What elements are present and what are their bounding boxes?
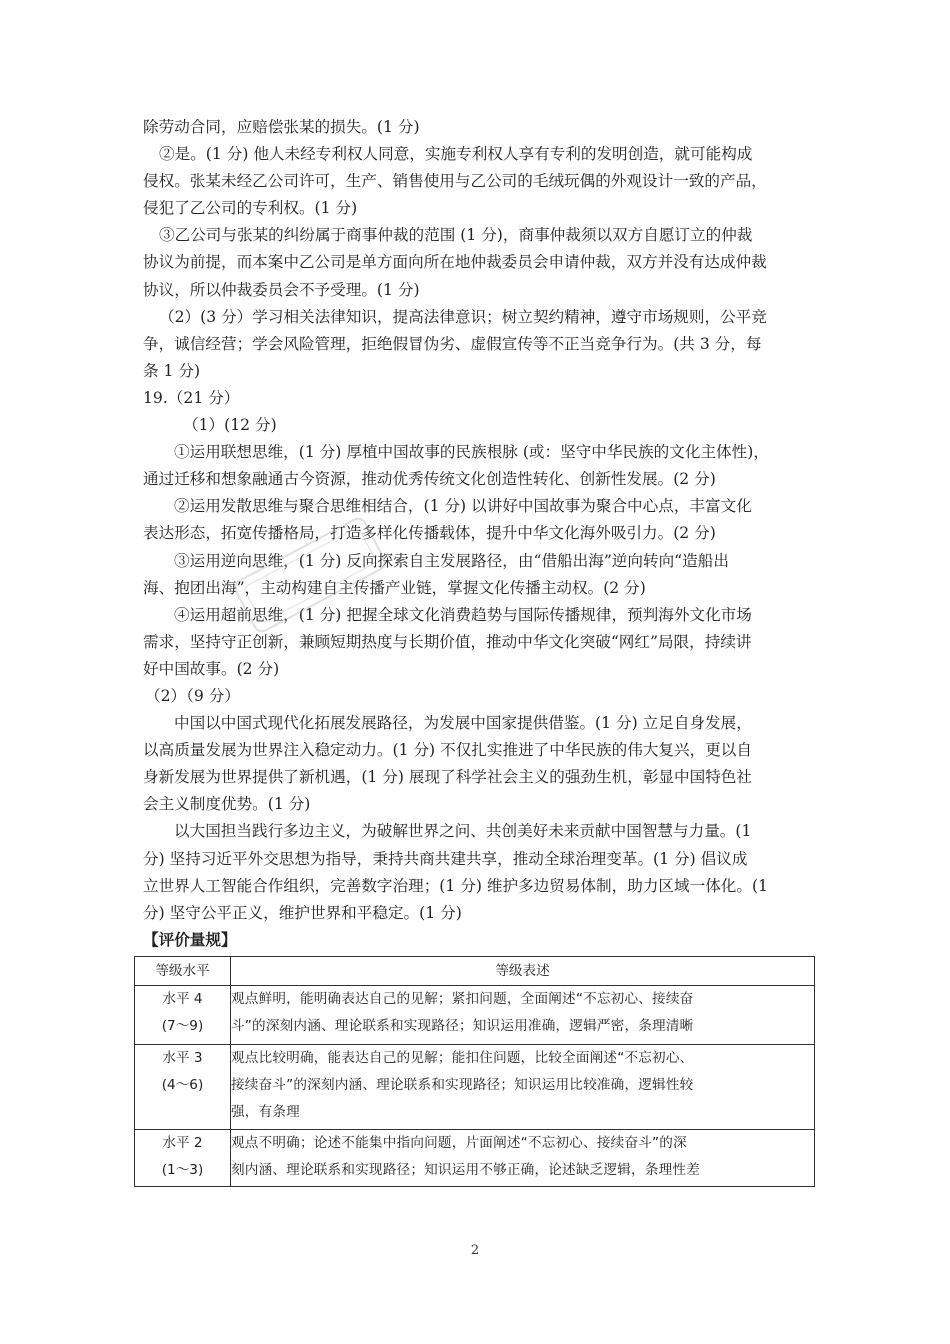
text-line: 分) 坚守公平正义，维护世界和平稳定。(1 分)	[143, 903, 462, 922]
rubric-desc-line: 观点鲜明，能明确表达自己的见解；紧扣问题，全面阐述“不忘初心、接续奋	[231, 991, 694, 1007]
sub-question-heading: （1）(12 分)	[183, 416, 277, 435]
rubric-desc-line: 强，有条理	[231, 1104, 300, 1120]
rubric-range: (7～9)	[161, 1018, 204, 1034]
rubric-range: (4～6)	[161, 1077, 204, 1093]
text-line: ④运用超前思维，(1 分) 把握全球文化消费趋势与国际传播规律，预判海外文化市场	[174, 605, 752, 624]
rubric-row	[135, 1130, 815, 1187]
text-line: 以大国担当践行多边主义，为破解世界之问、共创美好未来贡献中国智慧与力量。(1	[174, 822, 752, 841]
rubric-level-cell	[135, 986, 231, 1045]
text-line: 分) 坚持习近平外交思想为指导，秉持共商共建共享，推动全球治理变革。(1 分) 倡议成	[143, 849, 748, 868]
text-line: ①运用联想思维，(1 分) 厚植中国故事的民族根脉 (或：坚守中华民族的文化主体性)，	[174, 443, 769, 462]
text-line: 以高质量发展为世界注入稳定动力。(1 分) 不仅扎实推进了中华民族的伟大复兴，更以自	[143, 741, 752, 760]
text-line: 会主义制度优势。(1 分)	[143, 795, 311, 814]
rubric-row	[135, 986, 815, 1045]
rubric-row	[135, 1045, 815, 1130]
text-line: ②运用发散思维与聚合思维相结合，(1 分) 以讲好中国故事为聚合中心点，丰富文化	[174, 497, 752, 516]
rubric-header-level: 等级水平	[135, 957, 231, 986]
rubric-desc-line: 接续奋斗”的深刻内涵、理论联系和实现路径；知识运用比较准确，逻辑性较	[231, 1077, 694, 1093]
text-line: 身新发展为世界提供了新机遇，(1 分) 展现了科学社会主义的强劲生机，彰显中国特色社	[143, 768, 752, 787]
text-line: 海、抱团出海”，主动构建自主传播产业链，掌握文化传播主动权。(2 分)	[143, 578, 646, 597]
rubric-range: (1～3)	[161, 1162, 204, 1178]
text-line: 争，诚信经营；学会风险管理，拒绝假冒伪劣、虚假宣传等不正当竞争行为。(共 3 分，每	[143, 334, 762, 353]
text-line: 立世界人工智能合作组织，完善数字治理；(1 分) 维护多边贸易体制，助力区域一体化。(1	[143, 876, 768, 895]
text-line: 条 1 分)	[143, 361, 201, 380]
rubric-table	[134, 956, 815, 1187]
rubric-level-cell	[135, 1130, 231, 1187]
rubric-desc-cell	[231, 1130, 815, 1187]
text-line: ③运用逆向思维，(1 分) 反向探索自主发展路径，由“借船出海”逆向转向“造船出	[174, 551, 729, 570]
rubric-desc-line: 刻内涵、理论联系和实现路径；知识运用不够正确，论述缺乏逻辑，条理性差	[231, 1162, 700, 1178]
text-line: 侵权。张某未经乙公司许可，生产、销售使用与乙公司的毛绒玩偶的外观设计一致的产品，	[143, 172, 767, 191]
rubric-desc-cell	[231, 986, 815, 1045]
rubric-desc-cell	[231, 1045, 815, 1130]
text-line: 通过迁移和想象融通古今资源，推动优秀传统文化创造性转化、创新性发展。(2 分)	[143, 470, 716, 489]
sub-question-heading: （2）（9 分）	[145, 686, 240, 705]
text-line: 中国以中国式现代化拓展发展路径，为发展中国家提供借鉴。(1 分) 立足自身发展，	[174, 714, 752, 733]
rubric-level: 水平 3	[162, 1050, 203, 1066]
rubric-desc-line: 观点不明确；论述不能集中指向问题，片面阐述“不忘初心、接续奋斗”的深	[231, 1135, 687, 1151]
rubric-desc-line: 观点比较明确，能表达自己的见解；能扣住问题，比较全面阐述“不忘初心、	[231, 1050, 694, 1066]
text-line: 协议，所以仲裁委员会不予受理。(1 分)	[143, 280, 420, 299]
text-line: 好中国故事。(2 分)	[143, 659, 280, 678]
question-number: 19.（21 分）	[143, 388, 240, 407]
rubric-desc-line: 斗”的深刻内涵、理论联系和实现路径；知识运用准确，逻辑严密，条理清晰	[231, 1018, 694, 1034]
text-line: ③乙公司与张某的纠纷属于商事仲裁的范围 (1 分)，商事仲裁须以双方自愿订立的仲裁	[159, 226, 753, 245]
text-line: 需求，坚持守正创新，兼顾短期热度与长期价值，推动中华文化突破“网红”局限，持续讲	[143, 632, 752, 651]
text-line: 协议为前提，而本案中乙公司是单方面向所在地仲裁委员会申请仲裁，双方并没有达成仲裁	[143, 253, 767, 272]
rubric-header-row	[135, 957, 815, 986]
text-line: （2）(3 分）学习相关法律知识，提高法律意识；树立契约精神，遵守市场规则，公平竞	[159, 307, 767, 326]
text-line: 表达形态，拓宽传播格局，打造多样化传播载体，提升中华文化海外吸引力。(2 分)	[143, 524, 716, 543]
rubric-level: 水平 4	[162, 991, 203, 1007]
answer-text-block	[143, 114, 813, 952]
rubric-header-desc: 等级表述	[231, 957, 815, 986]
text-line: 除劳动合同，应赔偿张某的损失。(1 分)	[143, 118, 420, 136]
text-line: 侵犯了乙公司的专利权。(1 分)	[143, 199, 358, 218]
page-number: 2	[470, 1243, 480, 1258]
rubric-title: 【评价量规】	[143, 929, 237, 949]
text-line: ②是。(1 分) 他人未经专利权人同意，实施专利权人享有专利的发明创造，就可能构成	[159, 145, 753, 164]
rubric-level-cell	[135, 1045, 231, 1130]
rubric-level: 水平 2	[162, 1135, 203, 1151]
